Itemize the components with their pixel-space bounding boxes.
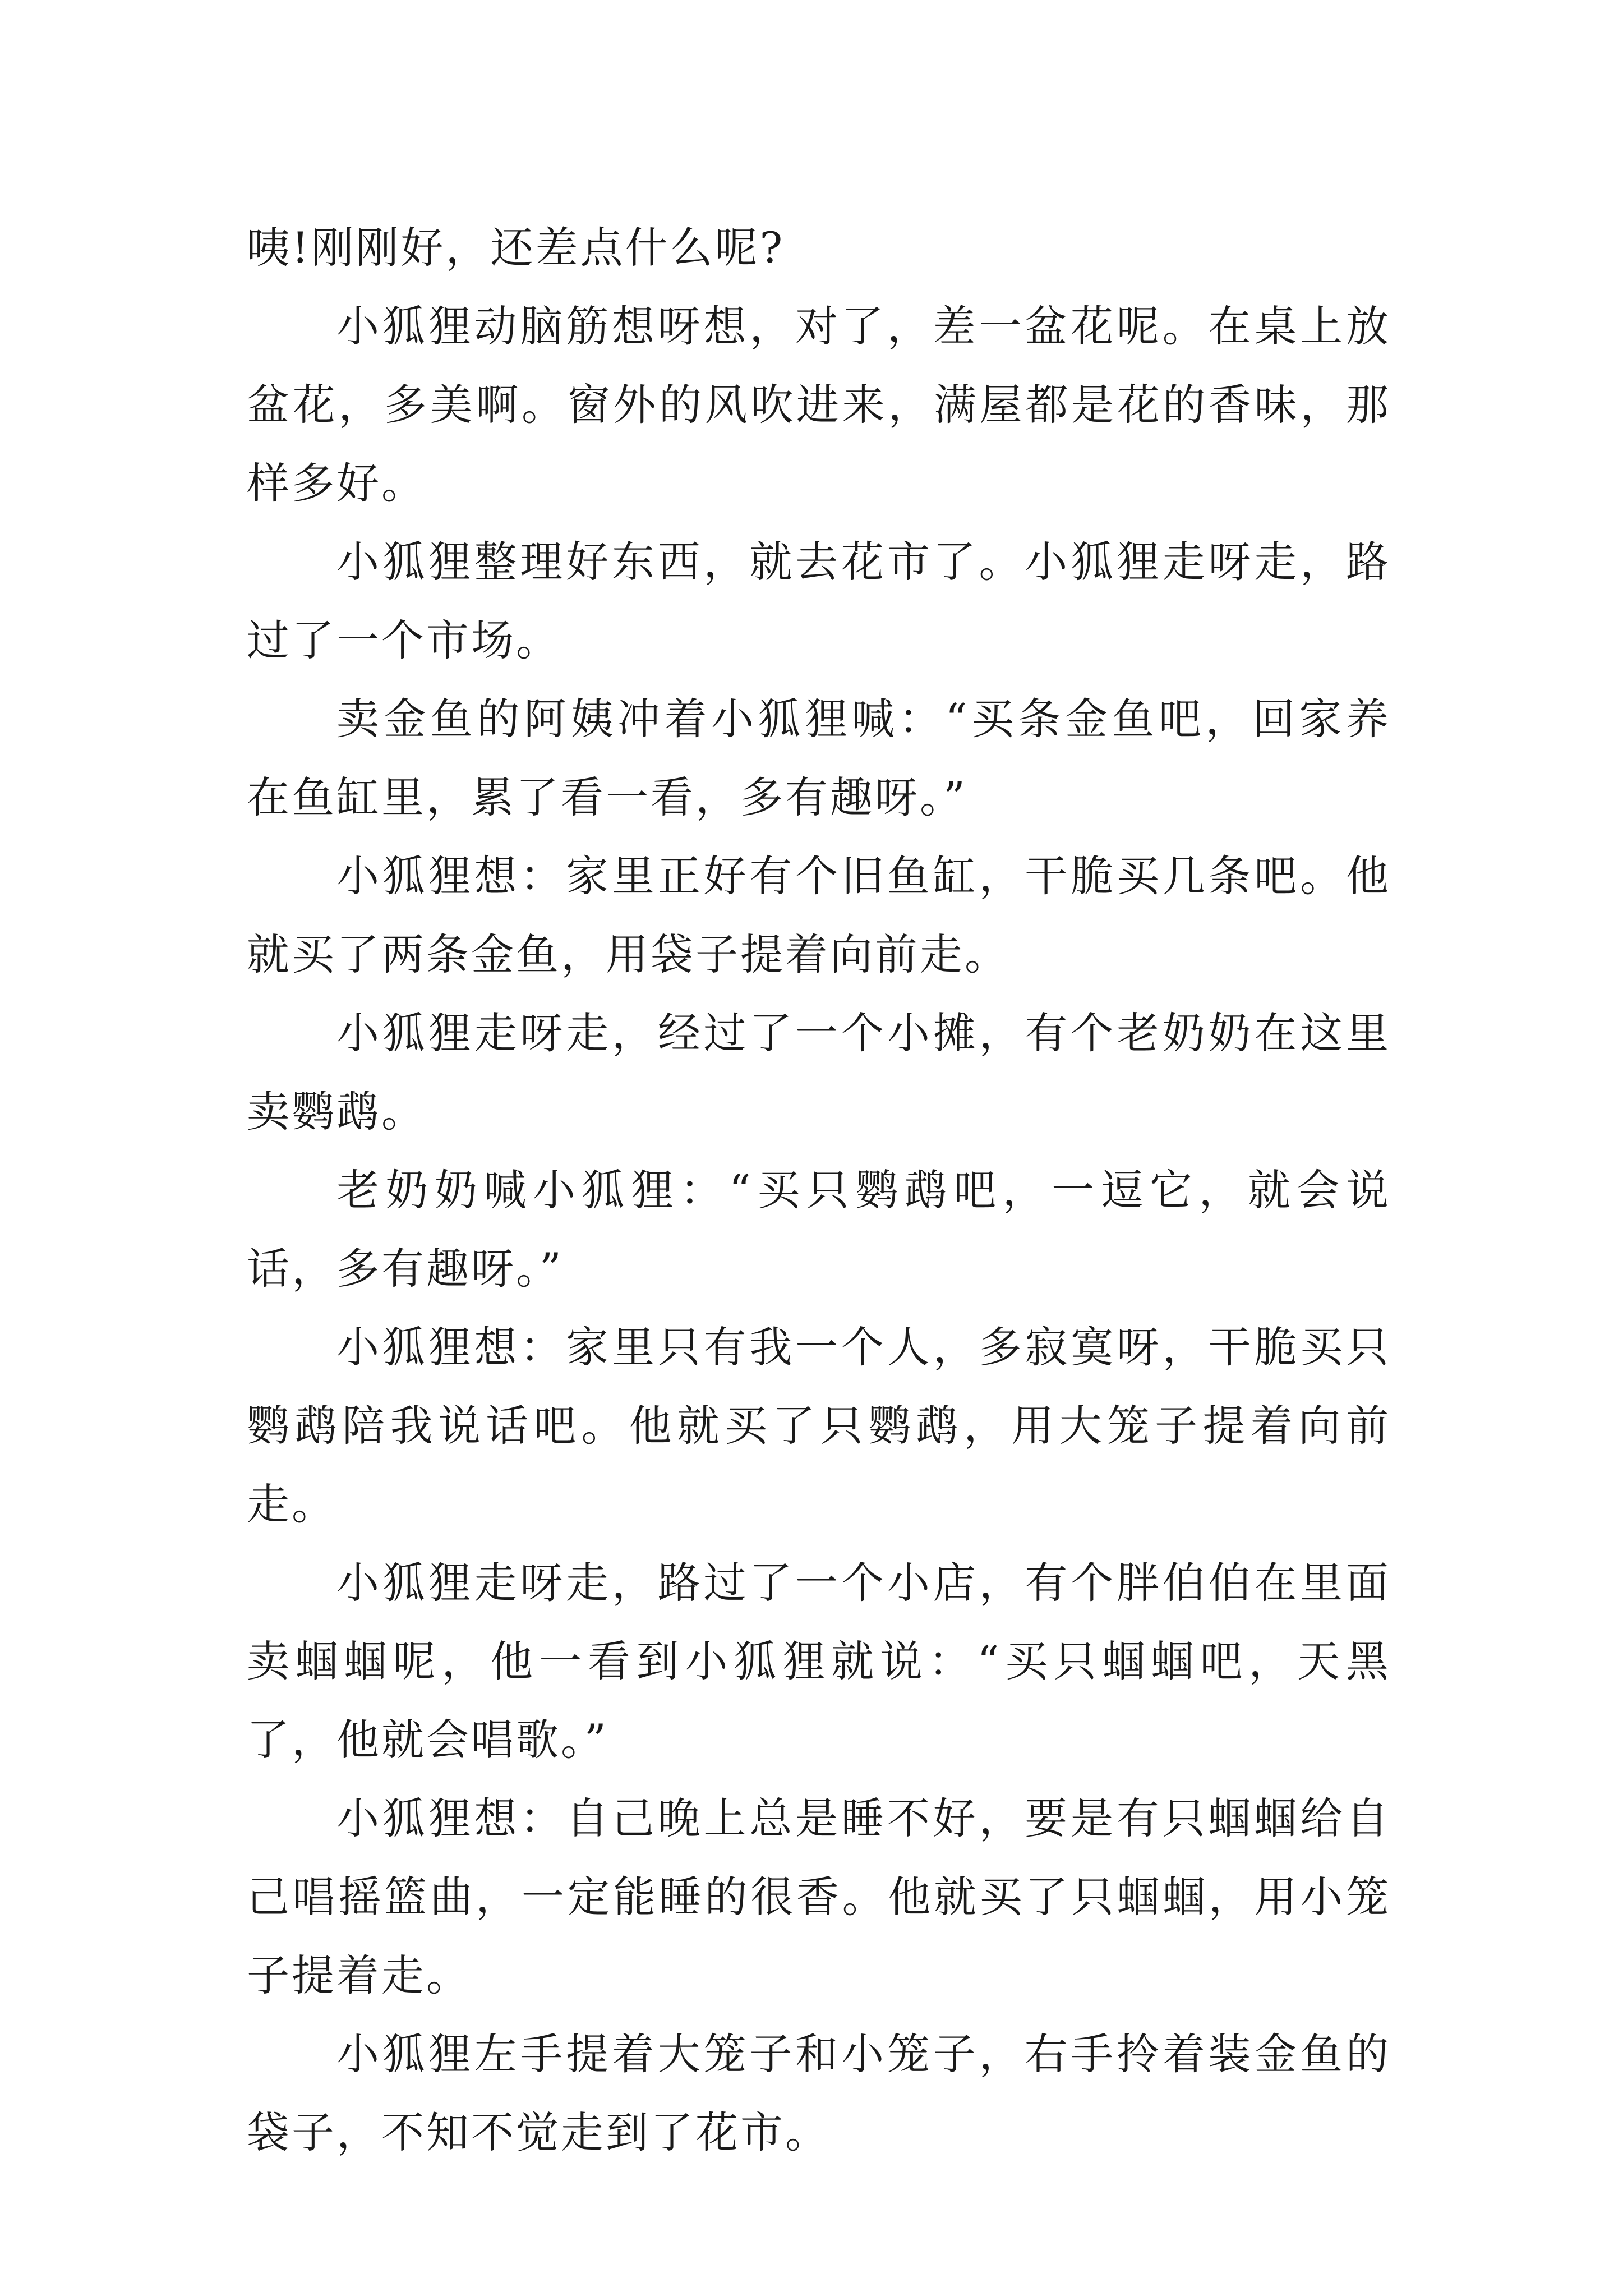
- paragraph-11: 小狐狸左手提着大笼子和小笼子，右手拎着装金鱼的袋子，不知不觉走到了花市。: [247, 2029, 1391, 2157]
- paragraph-4: 卖金鱼的阿姨冲着小狐狸喊：“买条金鱼吧，回家养在鱼缸里，累了看一看，多有趣呀。”: [247, 694, 1391, 822]
- paragraph-5: 小狐狸想：家里正好有个旧鱼缸，干脆买几条吧。他就买了两条金鱼，用袋子提着向前走。: [247, 851, 1391, 979]
- paragraph-3: 小狐狸整理好东西，就去花市了。小狐狸走呀走，路过了一个市场。: [247, 537, 1391, 665]
- paragraph-2: 小狐狸动脑筋想呀想，对了，差一盆花呢。在桌上放盆花，多美啊。窗外的风吹进来，满屋都是花的香味，那样多好。: [247, 301, 1391, 508]
- paragraph-1: 咦!刚刚好，还差点什么呢?: [247, 223, 785, 273]
- paragraph-7: 老奶奶喊小狐狸：“买只鹦鹉吧，一逗它，就会说话，多有趣呀。”: [247, 1165, 1391, 1294]
- paragraph-6: 小狐狸走呀走，经过了一个小摊，有个老奶奶在这里卖鹦鹉。: [247, 1008, 1391, 1137]
- paragraph-8: 小狐狸想：家里只有我一个人，多寂寞呀，干脆买只鹦鹉陪我说话吧。他就买了只鹦鹉，用大笼子提着向前走。: [247, 1322, 1391, 1529]
- paragraph-10: 小狐狸想：自己晚上总是睡不好，要是有只蝈蝈给自己唱摇篮曲，一定能睡的很香。他就买了只蝈蝈，用小笼子提着走。: [247, 1793, 1391, 2000]
- story-text: [247, 209, 1391, 2172]
- paragraph-9: 小狐狸走呀走，路过了一个小店，有个胖伯伯在里面卖蝈蝈呢，他一看到小狐狸就说：“买只蝈蝈吧，天黑了，他就会唱歌。”: [247, 1558, 1391, 1765]
